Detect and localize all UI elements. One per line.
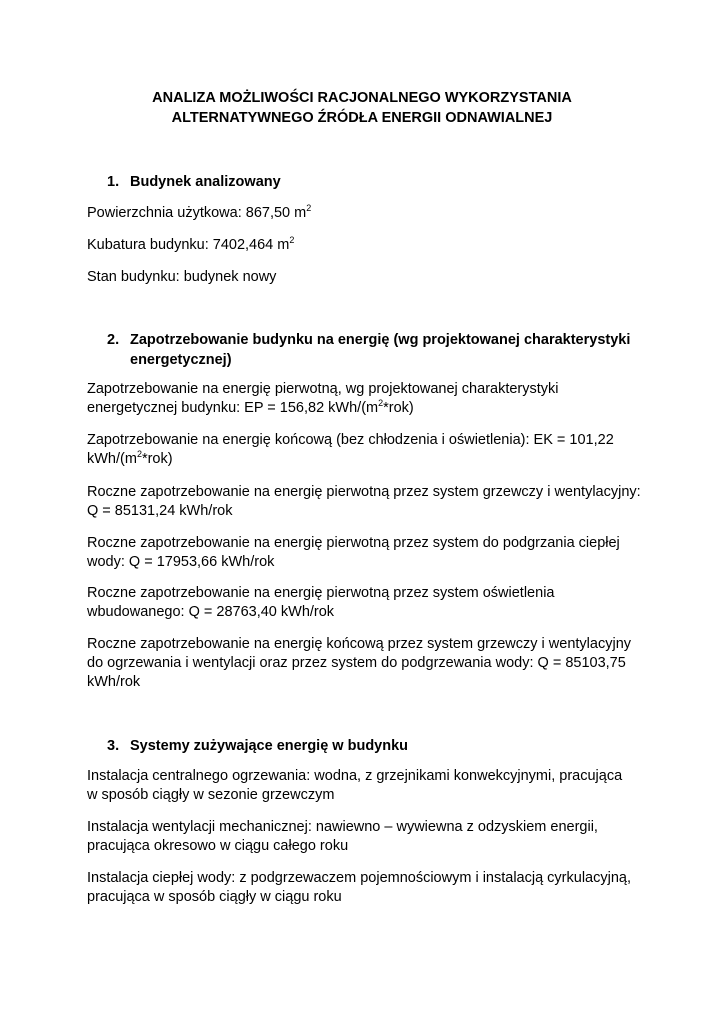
primary-energy-ep-line-2 <box>87 399 647 418</box>
section-1-number: 1. <box>107 174 120 190</box>
annual-final-energy-demand-line-1: Roczne zapotrzebowanie na energię końcową przez system grzewczy i wentylacyjny <box>87 636 632 652</box>
final-energy-ek <box>87 431 647 469</box>
section-2-number: 2. <box>107 332 120 348</box>
hot-water-line-2: pracująca w sposób ciągły w ciągu roku <box>87 889 342 905</box>
title-line-1: ANALIZA MOŻLIWOŚCI RACJONALNEGO WYKORZYSTANIA <box>152 90 572 106</box>
section-3-number: 3. <box>107 738 120 754</box>
title-line-2: ALTERNATYWNEGO ŹRÓDŁA ENERGII ODNAWIALNEJ <box>171 110 553 126</box>
primary-energy-ep-line-1: Zapotrzebowanie na energię pierwotną, wg projektowanej charakterystyki <box>87 381 559 397</box>
annual-hot-water-demand-line-2: wody: Q = 17953,66 kWh/rok <box>87 554 275 570</box>
ventilation-line-1: Instalacja wentylacji mechanicznej: nawiewno – wywiewna z odzyskiem energii, <box>87 819 598 835</box>
usable-area-sup: 2 <box>306 203 312 213</box>
primary-energy-ep-line-2a: energetycznej budynku: EP = 156,82 kWh/(m <box>87 400 379 416</box>
annual-heating-demand <box>87 483 647 521</box>
annual-hot-water-demand <box>87 534 647 572</box>
annual-lighting-demand-line-1: Roczne zapotrzebowanie na energię pierwotną przez system oświetlenia <box>87 585 555 601</box>
section-2-title-line-2: energetycznej) <box>130 352 232 368</box>
section-2-title-line-1: Zapotrzebowanie budynku na energię (wg projektowanej charakterystyki <box>130 332 631 348</box>
annual-final-energy-demand-line-2: do ogrzewania i wentylacji oraz przez system do podgrzewania wody: Q = 85103,75 <box>87 655 626 671</box>
final-energy-ek-line-2b: *rok) <box>141 451 173 467</box>
usable-area <box>87 204 647 223</box>
annual-final-energy-demand <box>87 635 647 692</box>
building-volume <box>87 236 647 255</box>
central-heating-installation <box>87 767 647 805</box>
annual-hot-water-demand-line-1: Roczne zapotrzebowanie na energię pierwotną przez system do podgrzania ciepłej <box>87 535 620 551</box>
building-volume-text: Kubatura budynku: 7402,464 m <box>87 237 290 253</box>
ventilation-line-2: pracująca okresowo w ciągu całego roku <box>87 838 349 854</box>
section-3-title: Systemy zużywające energię w budynku <box>130 738 409 754</box>
annual-heating-demand-line-1: Roczne zapotrzebowanie na energię pierwotną przez system grzewczy i wentylacyjny: <box>87 484 641 500</box>
ventilation-installation <box>87 818 647 856</box>
final-energy-ek-line-2 <box>87 450 647 469</box>
primary-energy-ep <box>87 380 647 418</box>
annual-heating-demand-line-2: Q = 85131,24 kWh/rok <box>87 503 233 519</box>
section-3-heading <box>107 736 647 756</box>
final-energy-ek-line-1: Zapotrzebowanie na energię końcową (bez chłodzenia i oświetlenia): EK = 101,22 <box>87 432 614 448</box>
section-2-heading <box>107 330 647 370</box>
section-1-title: Budynek analizowany <box>130 174 281 190</box>
annual-lighting-demand <box>87 584 647 622</box>
building-state: Stan budynku: budynek nowy <box>87 269 277 285</box>
usable-area-text: Powierzchnia użytkowa: 867,50 m <box>87 205 307 221</box>
annual-final-energy-demand-line-3: kWh/rok <box>87 674 141 690</box>
document-title <box>60 88 664 128</box>
section-1-heading <box>107 172 647 192</box>
hot-water-line-1: Instalacja ciepłej wody: z podgrzewaczem pojemnościowym i instalacją cyrkulacyjną, <box>87 870 631 886</box>
primary-energy-ep-line-2b: *rok) <box>383 400 414 416</box>
final-energy-ek-line-2a: kWh/(m <box>87 451 137 467</box>
hot-water-installation <box>87 869 647 907</box>
primary-energy-ep-sup: 2 <box>378 398 384 408</box>
central-heating-line-2: w sposób ciągły w sezonie grzewczym <box>87 787 335 803</box>
final-energy-ek-sup: 2 <box>136 449 142 459</box>
annual-lighting-demand-line-2: wbudowanego: Q = 28763,40 kWh/rok <box>87 604 335 620</box>
building-volume-sup: 2 <box>289 235 295 245</box>
central-heating-line-1: Instalacja centralnego ogrzewania: wodna, z grzejnikami konwekcyjnymi, pracująca <box>87 768 623 784</box>
